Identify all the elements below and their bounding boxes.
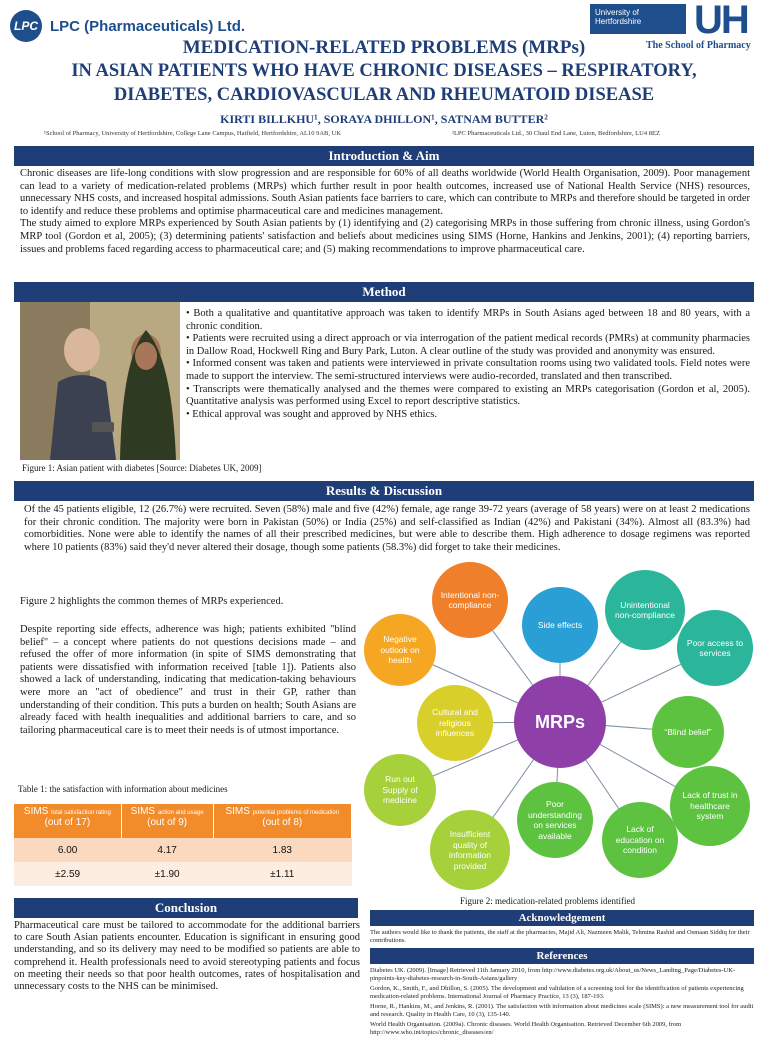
table-cell: ±1.90 [121,862,213,886]
results-paragraph-1: Of the 45 patients eligible, 12 (26.7%) were recruited. Seven (58%) male and five (42%) female, age range 39-72 years (average of 58 years) were on at least 2 medications for their chronic condition. The majority were born in Pakistan (50%) or India (25%) and self-classified as Indian (42%) and Pakistani (34%). Almost all (83.3%) had comorbidities. None were able to identify the names of all their prescribed medicines, but were able to describe them. High adherence to dosage regimens was reported where 10 patients (83%) said they'd never altered their dosage, though some patients (58.3%) did forget to take their medicines. [24,504,750,553]
sims-header-total [14,804,121,838]
results-paragraph-2: Figure 2 highlights the common themes of MRPs experienced. [20,596,284,607]
references-list [370,967,754,1037]
reference-item: World Health Organisation. (2009a). Chronic diseases. World Health Organisation. Retrieved December 6th 2009, from http://www.who.int/topics/chronic_diseases/en/ [370,1021,682,1036]
mrp-theme-node: Run out Supply of medicine [364,754,436,826]
table-cell: 6.00 [14,838,121,862]
sims-header-problems-sub: potential problems of medication [252,810,340,816]
authors: KIRTI BILLKHU¹, SORAYA DHILLON¹, SATNAM BUTTER² [220,112,548,126]
patient-photo [20,302,180,460]
references-heading: References [370,948,754,964]
table-cell: 4.17 [121,838,213,862]
sims-table [14,804,352,886]
method-bullet-5: • Ethical approval was sought and approved by NHS ethics. [186,408,437,420]
method-heading: Method [14,282,754,302]
mrp-theme-node: Lack of education on condition [602,802,678,878]
method-bullet-2: • Patients were recruited using a direct approach or via interrogation of the patient medical records (PMRs) at community pharmacies in Dallow Road, Hockwell Ring and Bury Park, Luton. A clear outline of the study was provided and anonymity was ensured. [186,333,750,357]
method-bullet-4: • Transcripts were thematically analysed and the themes were compared to existing an MRPs categorisation (Gordon et al, 2005). Quantitative analysis was performed using Excel to report descriptive statistics. [186,383,750,408]
table-cell: ±2.59 [14,862,121,886]
sims-header-action-main: SIMS [130,806,156,817]
sims-header-action-sub: action and usage [157,810,204,816]
figure-1-caption: Figure 1: Asian patient with diabetes [Source: Diabetes UK, 2009] [22,463,262,473]
mrp-theme-node: Poor understanding on services available [517,782,593,858]
mrp-theme-node: Intentional non-compliance [432,562,508,638]
mrp-theme-node: Cultural and religious influences [417,685,493,761]
mrp-theme-node: Unintentional non-compliance [605,570,685,650]
university-name: University of Hertfordshire [590,4,686,34]
acknowledgement-heading: Acknowledgement [370,910,754,926]
conclusion-heading: Conclusion [14,898,358,918]
mrps-center-node: MRPs [514,676,606,768]
poster-title-line-1: MEDICATION-RELATED PROBLEMS (MRPs) [182,37,586,58]
uh-logo-mark: UH [694,0,748,42]
mrp-theme-node: Insufficient quality of information provided [430,810,510,890]
table-cell: 1.83 [213,838,352,862]
figure-2-caption: Figure 2: medication-related problems identified [460,896,635,906]
mrp-theme-node: Poor access to services [677,610,753,686]
sims-header-problems-range: (out of 8) [262,817,303,828]
sims-header-action-range: (out of 9) [147,817,188,828]
method-bullet-3: • Informed consent was taken and patients were interviewed in private consultation rooms using two validated tools. Field notes were made to support the interview. The semi-structured interviews were audio-recorded, translated and then transcribed. [186,358,750,382]
poster-title-line-2: IN ASIAN PATIENTS WHO HAVE CHRONIC DISEASES – RESPIRATORY, [71,61,697,81]
affiliation-1: ¹School of Pharmacy, University of Hertfordshire, College Lane Campus, Hatfield, Hertfordshire, AL10 9AB, UK [44,130,342,137]
poster-title-line-3: DIABETES, CARDIOVASCULAR AND RHEUMATOID DISEASE [113,85,655,105]
mrp-theme-node: “Blind belief” [652,696,724,768]
patient-photo-illustration [20,302,180,460]
intro-text [20,168,750,256]
reference-item: Horne, R., Hankins, M., and Jenkins, R. (2001). The satisfaction with information about medicines scale (SIMS): a new measurement tool for audit and research. Quality in Health Care, 10 (3), 135-140. [370,1003,754,1018]
table-row [14,838,352,862]
sims-header-problems-main: SIMS [225,806,250,817]
method-text [186,308,750,421]
sims-header-total-main: SIMS [23,806,49,817]
affiliation-2: ²LPC Pharmaceuticals Ltd., 30 Chaul End Lane, Luton, Bedfordshire, LU4 8EZ [452,130,660,137]
conclusion-text: Pharmaceutical care must be tailored to accommodate for the additional barriers to care South Asian patients encounter. Education is significant in ensuring good understanding, and so its delivery may need to be modified so patients are able to comprehend it. Health professionals need to avoid stereotyping patients and focus on meeting their needs so that poor health outcomes, rates of hospitalisation and unnecessary costs to the NHS can be minimised. [14,920,360,993]
mrp-theme-node: Lack of trust in healthcare system [670,766,750,846]
mrps-diagram [360,570,760,895]
method-bullet-1: • Both a qualitative and quantitative approach was taken to identify MRPs in South Asians aged between 18 and 80 years, with a chronic condition. [186,308,750,332]
table-cell: ±1.11 [213,862,352,886]
sims-table-header-row [14,804,352,838]
lpc-logo-mark: LPC [10,10,42,42]
sims-header-problems [213,804,352,838]
sims-header-total-sub: total satisfaction rating [51,810,111,816]
mrp-theme-node: Negative outlook on health [364,614,436,686]
table-row [14,862,352,886]
sims-header-action [121,804,213,838]
sims-header-total-range: (out of 17) [44,817,91,828]
reference-item: Diabetes UK. (2009). [Image] Retrieved 11th January 2010, from http://www.diabetes.org.uk/About_us/News_Landing_Page/Diabetes-UK-pinpoints-key-diabetes-research-in-South-Asians/gallery [370,967,736,982]
school-name: The School of Pharmacy [646,40,751,51]
results-heading: Results & Discussion [14,481,754,501]
company-name: LPC (Pharmaceuticals) Ltd. [50,17,246,35]
acknowledgement-text: The authors would like to thank the patients, the staff at the pharmacies, Majid Ali, Nazmeen Malik, Tehmina Rashid and Osmaan Siddiq for their contributions. [370,929,750,944]
table-1-caption: Table 1: the satisfaction with information about medicines [18,784,228,794]
results-paragraph-3: Despite reporting side effects, adherence was high; patients exhibited "blind belief" – a concept where patients do not questions decisions made – and refused the offer of more information (in spite of SIMS demonstrating that patients were dissatisfied with information received [table 1]). Patients also showed a lack of understanding, indicating that medication-taking behaviours were more an "act of obedience" and trust in their GP, rather than understanding of their condition. This puts a burden on health; South Asians are already faced with health inequalities and additional barriers to care, and so tailoring pharmaceutical care is to meet their needs is of utmost importance. [20,624,356,736]
intro-paragraph-1: Chronic diseases are life-long conditions with slow progression and are responsible for 60% of all deaths worldwide (World Health Organisation, 2009). Poor management can lead to a variety of medication-related problems (MRPs) which further result in poor health outcomes, increased use of National Health Service (NHS) resources, unnecessary NHS costs, and increased hospital admissions. South Asian patients face barriers to care, which can contribute to MRPs and therefore should be targeted in order to identify and reduce these problems and optimise pharmaceutical care and medicines management. [20,168,750,217]
reference-item: Gordon, K., Smith, F., and Dhillon, S. (2005). The development and validation of a screening tool for the identification of patients experiencing medication-related problems. International Journal of Pharmacy Practice, 13 (3), 187-193. [370,985,744,1000]
intro-heading: Introduction & Aim [14,146,754,166]
intro-paragraph-2: The study aimed to explore MRPs experienced by South Asian patients by (1) identifying and (2) categorising MRPs in those suffering from chronic illness, using Gordon's MRP tool (Gordon et al, 2005); (3) determining patients' satisfaction and beliefs about medicines using SIMS (Horne, Hankins and Jenkins, 2001); (4) reporting barriers, issues and problems faced regarding access to pharmaceutical care; and (5) making recommendations to improve pharmaceutical care. [20,218,750,255]
mrp-theme-node: Side effects [522,587,598,663]
